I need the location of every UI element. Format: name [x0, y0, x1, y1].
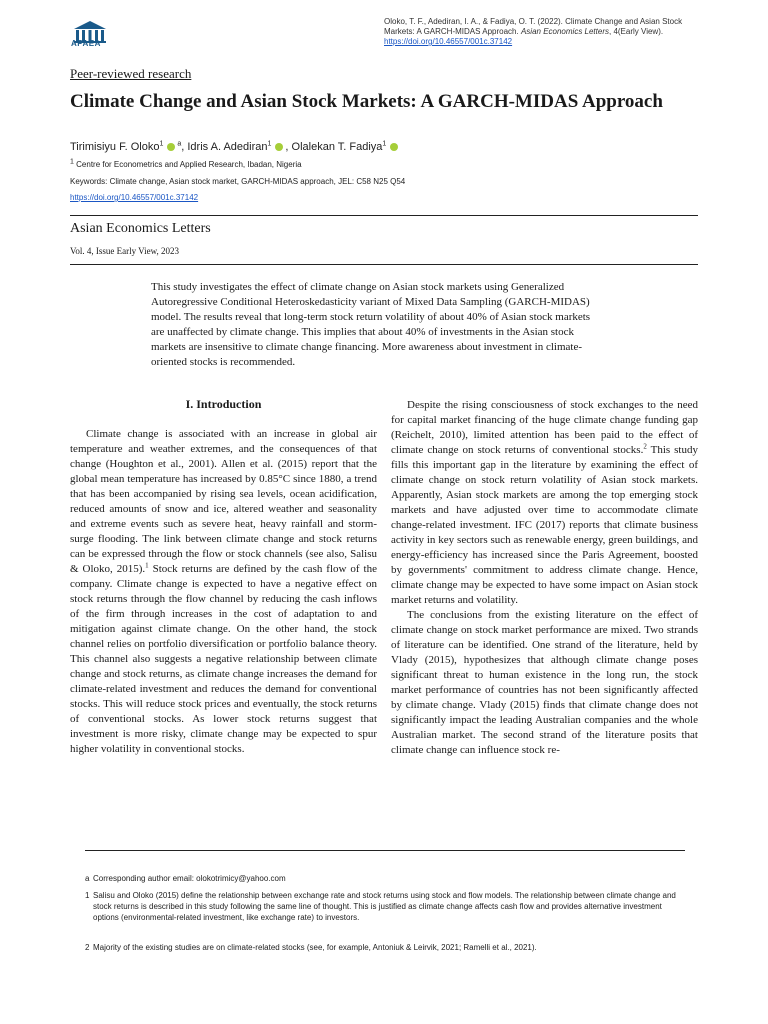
paragraph-text: Despite the rising consciousness of stock exchanges to the need for capital market financing of the huge climate change funding gap (Reichelt, 2010), limited attention has been paid to the effect of climate change on stock returns of conventional stocks.: [391, 399, 698, 456]
issue-info: Vol. 4, Issue Early View, 2023: [70, 246, 180, 256]
paragraph-text: Stock returns are defined by the cash flow of the company. Climate change is expected to have a negative effect on stock returns through the flow channel by reducing the cash inflows of the firm through increases in the cost of adaptation to and mitigation against climate change. On the other hand, the stock channel relies on portfolio diversification or portfolio balance theory. This channel also suggests a negative relationship between climate change and stock returns, as climate change increases the demand for climate-related investment and reduces the demand for conventional stocks. This will reduce stock prices and eventually, the stock returns of conventional stocks. As lower stock returns suggest that investment is more risky, climate change may be expected to spur higher volatility in conventional stocks.: [70, 563, 377, 755]
footnote-text: Majority of the existing studies are on climate-related stocks (see, for example, Antoniuk & Leirvik, 2021; Ramelli et al., 2021).: [93, 943, 537, 952]
affiliation-text: Centre for Econometrics and Applied Research, Ibadan, Nigeria: [76, 160, 302, 169]
footnote-ref[interactable]: 1: [145, 561, 149, 570]
footnote-mark: 1: [85, 891, 90, 900]
paragraph-text: Climate change is associated with an increase in global air temperature and weather extremes, and the consequences of that change (Houghton et al., 2001). Allen et al. (2015) report that the global mean temperature has increased by 0.85°C since 1880, a trend that has been accompanied by rising sea levels, ocean acidification, reduced amounts of snow and ice, altered weather and seasonality and extreme events such as severe heat, heavy rainfall and storm-surge flooding. The link between climate change and stock returns can be expressed through the flow or stock channels (see also, Salisu & Oloko, 2015).: [70, 428, 377, 575]
author-list: Tirimisiyu F. Oloko$^1$ $^a$, Idris A. Adediran$^1$ , Olalekan T. Fadiya$^1$: [70, 141, 400, 153]
footnote-mark: a: [85, 874, 90, 883]
footnote-text: Salisu and Oloko (2015) define the relationship between exchange rate and stock returns using stock and flow models. The relationship between climate change and stock returns is described in this study following the same line of thought. This is justified as climate change affects cash flow and provides alternative investment options (environmental-related investment, like exchange rate) to investors.: [93, 891, 676, 922]
affiliation: [70, 160, 302, 169]
footnote-ref[interactable]: 2: [643, 442, 647, 451]
paragraph: [391, 398, 698, 608]
orcid-icon[interactable]: [275, 143, 283, 151]
author-affil-sup: 1: [382, 140, 387, 148]
paragraph: [70, 427, 377, 757]
abstract: This study investigates the effect of climate change on Asian stock markets using Generalized Autoregressive Conditional Heteroskedasticity variant of Mixed Data Sampling (GARCH-MIDAS) model. The results reveal that long-term stock return volatility of about 40% of Asian stock markets are unaffected by climate change. This implies that about 40% of investments in the Asian stock markets are insensitive to climate change financing. More awareness about investment in climate-oriented stocks is recommended.: [151, 281, 591, 368]
author-name: Idris A. Adediran: [187, 141, 268, 153]
author-name: Tirimisiyu F. Oloko: [70, 141, 160, 153]
citation-journal: Asian Economics Letters: [520, 27, 609, 36]
footnote-divider: [85, 850, 685, 851]
logo-text: APAEA: [71, 39, 101, 48]
paragraph: The conclusions from the existing literature on the effect of climate change on stock market performance are mixed. Two strands of literature can be identified. One strand of the literature, held by Vlady (2015), hypothesizes that although climate change poses significant threat to human existence in the long run, the stock market performance of countries has not been significantly affected by climate change. Vlady (2015) finds that climate change does not significantly impact the leading Australian companies and the whole Australian market. The second strand of the literature posits that climate change can influence stock re-: [391, 609, 698, 756]
article-title: Climate Change and Asian Stock Markets: A GARCH-MIDAS Approach: [70, 91, 663, 112]
section-heading: I. Introduction: [185, 397, 262, 411]
citation: [384, 17, 704, 47]
left-column: [70, 427, 377, 757]
right-column: [391, 398, 698, 758]
orcid-icon[interactable]: [167, 143, 175, 151]
journal-name: Asian Economics Letters: [70, 221, 211, 236]
divider: [70, 215, 698, 216]
author-affil-sup: 1: [267, 140, 272, 148]
citation-line2a: Markets: A GARCH-MIDAS Approach.: [384, 27, 519, 36]
footnote-mark: 2: [85, 943, 90, 952]
footnote-text: Corresponding author email: olokotrimicy@yahoo.com: [93, 874, 286, 883]
footnote: [85, 890, 685, 923]
orcid-icon[interactable]: [390, 143, 398, 151]
citation-line2b: , 4(Early View).: [609, 27, 664, 36]
divider: [70, 264, 698, 265]
doi-link[interactable]: https://doi.org/10.46557/001c.37142: [70, 193, 199, 202]
footnote: [85, 942, 685, 953]
affiliation-sup: 1: [70, 158, 74, 166]
citation-doi-link[interactable]: https://doi.org/10.46557/001c.37142: [384, 37, 513, 46]
footnote: [85, 873, 685, 884]
article-type-label[interactable]: Peer-reviewed research: [70, 66, 192, 81]
citation-line1: Oloko, T. F., Adediran, I. A., & Fadiya, O. T. (2022). Climate Change and Asian Stock: [384, 17, 683, 26]
author-affil-sup: 1: [159, 140, 164, 148]
author-corresponding-sup: a: [177, 140, 182, 148]
keywords: Keywords: Climate change, Asian stock market, GARCH-MIDAS approach, JEL: C58 N25 Q54: [70, 177, 406, 186]
author-name: Olalekan T. Fadiya: [291, 141, 383, 153]
paragraph-text: This study fills this important gap in the literature by examining the effect of climate change on stock return volatility of Asian stock markets. Apparently, Asian stock markets are among the top emerging stock markets and have adjusted over time to accommodate climate change-related investment. IFC (2017) reports that climate business activity in key sectors such as renewable energy, green buildings, and energy-efficiency has increased since the Paris Agreement, boosted by governments' commitment to address climate change. Hence, climate change may be expected to have some impact on Asian stock market returns and volatility.: [391, 444, 698, 606]
